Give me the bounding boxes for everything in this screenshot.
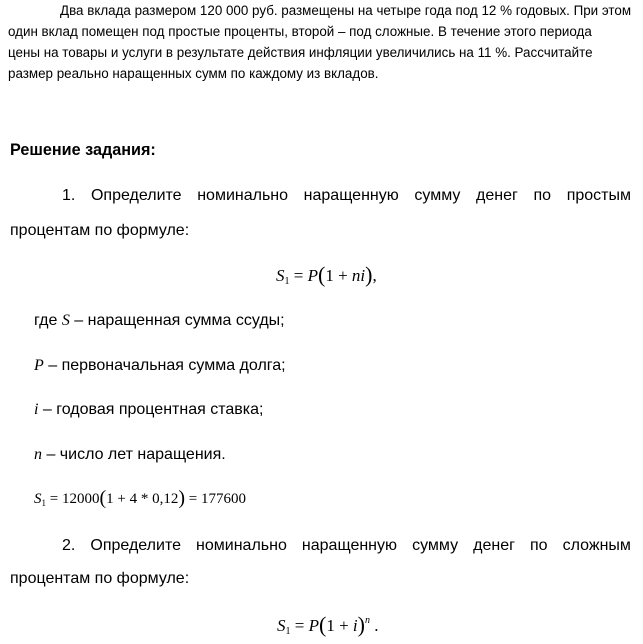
simple-interest-calculation xyxy=(34,487,246,510)
formula-symbol-s: S xyxy=(276,266,285,285)
step-1-line-1 xyxy=(10,183,631,209)
formula-paren-open: ( xyxy=(317,262,326,287)
calc-equals: = xyxy=(49,491,59,507)
formula-subscript: 1 xyxy=(284,276,290,287)
calc-expression: 1 + 4 * 0,12 xyxy=(106,491,179,507)
definition-s xyxy=(34,312,285,330)
formula-plus: + xyxy=(339,616,349,635)
formula-paren-close: ) xyxy=(357,612,365,637)
calc-symbol-s: S xyxy=(34,491,42,507)
step-1-word: простым xyxy=(566,187,631,204)
calc-subscript: 1 xyxy=(41,498,46,508)
formula-symbol-s: S xyxy=(277,616,286,635)
step-2-word: по xyxy=(530,537,548,554)
calc-equals: = xyxy=(188,491,198,507)
definition-symbol: S xyxy=(61,312,70,329)
definition-symbol: P xyxy=(34,357,44,374)
definition-text: – число лет наращения. xyxy=(46,446,226,463)
definition-p xyxy=(34,357,286,375)
formula-symbol-ni: ni xyxy=(351,266,366,285)
formula-equals: = xyxy=(293,266,304,285)
definition-text: – первоначальная сумма долга; xyxy=(48,357,286,374)
task-line-2: один вклад помещен под простые проценты, второй – под сложные. В течение этого периода xyxy=(8,24,592,39)
task-line-1: Два вклада размером 120 000 руб. размещены на четыре года под 12 % годовых. При этом xyxy=(60,3,632,18)
task-statement xyxy=(8,0,634,84)
step-1-word: по xyxy=(533,187,552,204)
definition-text: – наращенная сумма ссуды; xyxy=(74,312,285,329)
step-2-line-1 xyxy=(10,533,631,559)
step-2-paragraph xyxy=(10,533,631,592)
solution-heading: Решение задания: xyxy=(10,141,156,159)
step-1-number: 1. xyxy=(62,187,76,204)
step-1-word: номинально xyxy=(197,187,289,204)
calc-result: 177600 xyxy=(201,491,246,507)
formula-period: . xyxy=(374,616,379,635)
formula-paren-close: ) xyxy=(365,262,373,287)
task-line-3: цены на товары и услуги в результате действия инфляции увеличились на 11 %. Рассчитайте xyxy=(8,45,593,60)
step-2-word: наращенную xyxy=(301,537,398,554)
step-1-word: Определите xyxy=(90,187,182,204)
step-1-word: наращенную xyxy=(303,187,399,204)
step-1-paragraph xyxy=(10,183,631,244)
definition-prefix: где xyxy=(34,312,58,329)
definition-symbol: n xyxy=(34,446,42,463)
formula-equals: = xyxy=(294,616,305,635)
step-1-word: денег xyxy=(476,187,518,204)
formula-plus: + xyxy=(338,266,348,285)
definition-symbol: i xyxy=(34,401,39,418)
simple-interest-formula xyxy=(276,262,377,288)
step-2-number: 2. xyxy=(62,537,76,554)
formula-symbol-p: P xyxy=(307,266,318,285)
formula-subscript: 1 xyxy=(285,626,291,637)
step-2-word: сумму xyxy=(412,537,459,554)
formula-one: 1 xyxy=(325,266,334,285)
compound-interest-formula xyxy=(277,612,378,638)
step-1-line-2: процентам по формуле: xyxy=(10,222,190,239)
step-1-word: сумму xyxy=(414,187,461,204)
definition-text: – годовая процентная ставка; xyxy=(42,401,264,418)
formula-exponent: n xyxy=(364,615,370,626)
calc-paren-open: ( xyxy=(99,487,107,509)
formula-comma: , xyxy=(372,266,377,285)
step-2-word: Определите xyxy=(90,537,181,554)
formula-symbol-p: P xyxy=(308,616,319,635)
step-2-line-2: процентам по формуле: xyxy=(10,570,190,587)
calc-paren-close: ) xyxy=(178,487,186,509)
formula-paren-open: ( xyxy=(318,612,327,637)
step-2-word: номинально xyxy=(196,537,287,554)
task-line-4: размер реально наращенных сумм по каждому из вкладов. xyxy=(8,66,379,81)
formula-symbol-i: i xyxy=(352,616,358,635)
calc-base: 12000 xyxy=(61,491,100,507)
definition-i xyxy=(34,401,263,419)
definition-n xyxy=(34,446,226,464)
step-2-word: сложным xyxy=(562,537,631,554)
formula-one: 1 xyxy=(326,616,335,635)
step-2-word: денег xyxy=(473,537,515,554)
